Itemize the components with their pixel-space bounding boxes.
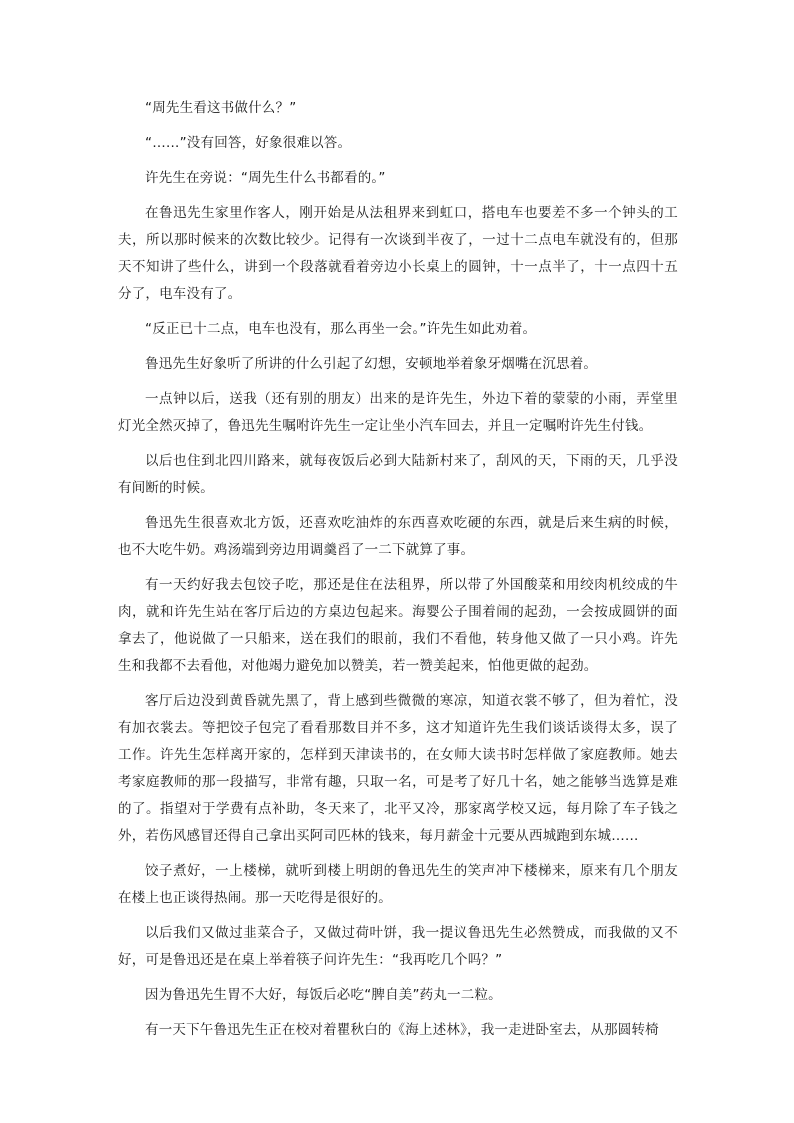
paragraph: 许先生在旁说：“周先生什么书都看的。” <box>145 170 386 186</box>
paragraph: 以后也住到北四川路来，就每夜饭后必到大陆新村来了，刮风的天，下雨的天，几乎没有间断的时候。 <box>118 453 678 496</box>
paragraph: “……”没有回答，好象很难以答。 <box>145 135 352 151</box>
paragraph: 有一天下午鲁迅先生正在校对着瞿秋白的《海上述林》，我一走进卧室去，从那圆转椅 <box>145 1022 659 1038</box>
paragraph: 因为鲁迅先生胃不大好，每饭后必吃“脾自美”药丸一二粒。 <box>145 987 502 1003</box>
paragraph: 鲁迅先生很喜欢北方饭，还喜欢吃油炸的东西喜欢吃硬的东西，就是后来生病的时候，也不大吃牛奶。鸡汤端到旁边用调羹舀了一二下就算了事。 <box>118 515 678 558</box>
paragraph: “周先生看这书做什么？” <box>145 100 297 116</box>
paragraph: “反正已十二点，电车也没有，那么再坐一会。”许先生如此劝着。 <box>145 321 537 337</box>
paragraph: 饺子煮好，一上楼梯，就听到楼上明朗的鲁迅先生的笑声冲下楼梯来，原来有几个朋友在楼上也正谈得热闹。那一天吃得是很好的。 <box>118 863 678 906</box>
paragraph: 一点钟以后，送我（还有别的朋友）出来的是许先生，外边下着的蒙蒙的小雨，弄堂里灯光全然灭掉了，鲁迅先生嘱咐许先生一定让坐小汽车回去，并且一定嘱咐许先生付钱。 <box>118 391 678 434</box>
paragraph: 鲁迅先生好象听了所讲的什么引起了幻想，安顿地举着象牙烟嘴在沉思着。 <box>145 356 598 372</box>
paragraph: 客厅后边没到黄昏就先黑了，背上感到些微微的寒凉，知道衣裳不够了，但为着忙，没有加衣裳去。等把饺子包完了看看那数目并不多，这才知道许先生我们谈话谈得太多，误了工作。许先生怎样离开家的，怎样到天津读书的，在女师大读书时怎样做了家庭教师。她去考家庭教师的那一段描写，非常有趣，只取一名，可是考了好几十名，她之能够当选算是难的了。指望对于学费有点补助，冬天来了，北平又冷，那家离学校又远，每月除了车子钱之外，若伤风感冒还得自己拿出买阿司匹林的钱来，每月薪金十元要从西城跑到东城…… <box>118 693 678 844</box>
document-body <box>118 95 678 1052</box>
paragraph: 在鲁迅先生家里作客人，刚开始是从法租界来到虹口，搭电车也要差不多一个钟头的工夫，所以那时候来的次数比较少。记得有一次谈到半夜了，一过十二点电车就没有的，但那天不知讲了些什么，讲到一个段落就看着旁边小长桌上的圆钟，十一点半了，十一点四十五分了，电车没有了。 <box>118 205 678 302</box>
paragraph: 以后我们又做过韭菜合子，又做过荷叶饼，我一提议鲁迅先生必然赞成，而我做的又不好，可是鲁迅还是在桌上举着筷子问许先生：“我再吃几个吗？” <box>118 925 678 968</box>
paragraph: 有一天约好我去包饺子吃，那还是住在法租界，所以带了外国酸菜和用绞肉机绞成的牛肉，就和许先生站在客厅后边的方桌边包起来。海婴公子围着闹的起劲，一会按成圆饼的面拿去了，他说做了一只船来，送在我们的眼前，我们不看他，转身他又做了一只小鸡。许先生和我都不去看他，对他竭力避免加以赞美，若一赞美起来，怕他更做的起劲。 <box>118 577 678 674</box>
